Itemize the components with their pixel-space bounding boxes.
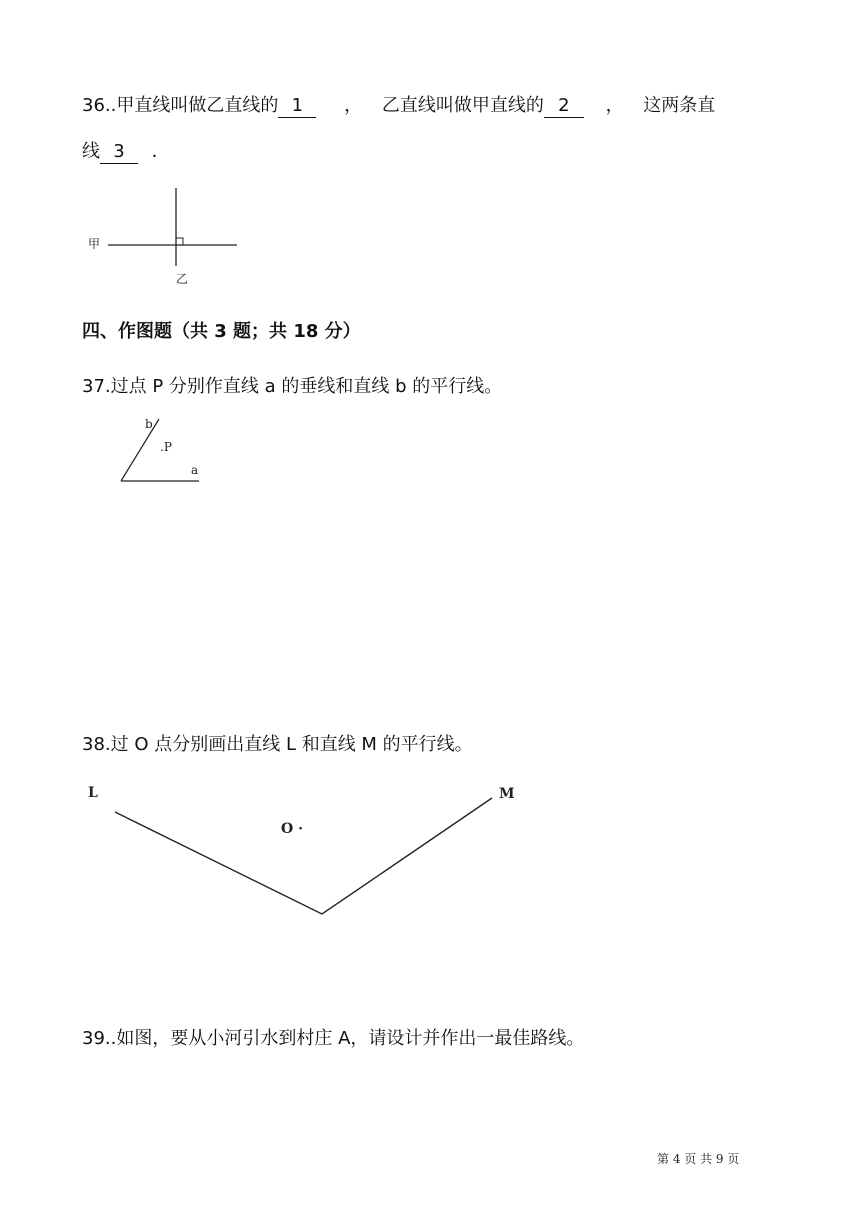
label-b: b <box>145 417 153 431</box>
label-l: L <box>88 785 98 801</box>
period: ． <box>151 141 170 162</box>
label-a: a <box>191 463 199 477</box>
comma: ， <box>605 95 624 116</box>
label-yi: 乙 <box>176 272 189 286</box>
question-36-text-3: 这两条直 <box>643 95 716 116</box>
perpendicular-lines-figure <box>80 180 260 290</box>
point-p-label: .P <box>160 440 172 454</box>
question-36-text-2: 乙直线叫做甲直线的 <box>381 95 544 116</box>
right-angle-mark <box>176 238 183 245</box>
lines-l-and-m <box>115 798 492 914</box>
page-number-footer: 第 4 页 共 9 页 <box>657 1152 740 1166</box>
question-36-line-2 <box>82 140 170 164</box>
label-jia: 甲 <box>88 237 101 251</box>
question-36-line-1 <box>82 94 715 118</box>
lines-l-m-figure <box>100 780 500 930</box>
answer-blank-2: 2 <box>544 95 584 118</box>
question-39-text: 39..如图，要从小河引水到村庄 A，请设计并作出一最佳路线。 <box>82 1028 585 1049</box>
point-o-label: O · <box>281 821 303 837</box>
question-38-text: 38.过 O 点分别画出直线 L 和直线 M 的平行线。 <box>82 734 473 755</box>
answer-blank-3: 3 <box>100 141 138 164</box>
comma: ， <box>344 95 363 116</box>
line-b <box>121 419 159 481</box>
question-36-text: 36..甲直线叫做乙直线的 <box>82 95 279 116</box>
question-36-text-4: 线 <box>82 141 100 162</box>
section-heading: 四、作图题（共 3 题；共 18 分） <box>82 321 361 342</box>
label-m: M <box>499 786 515 802</box>
answer-blank-1: 1 <box>278 95 316 118</box>
question-37-text: 37.过点 P 分别作直线 a 的垂线和直线 b 的平行线。 <box>82 376 503 397</box>
